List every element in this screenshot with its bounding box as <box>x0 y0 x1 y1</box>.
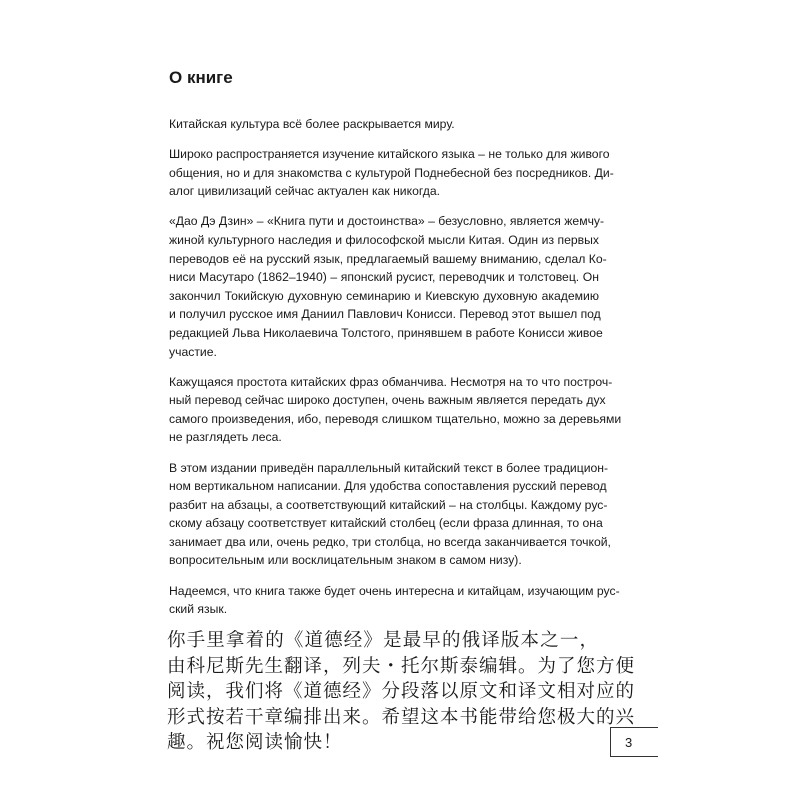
chinese-line: 你手里拿着的《道德经》是最早的俄译版本之一， <box>167 629 599 650</box>
paragraph <box>169 145 614 201</box>
text-line: скому абзацу соответствует китайский столбец (если фраза длинная, то она <box>169 516 603 531</box>
paragraph <box>169 459 611 571</box>
text-line: занимает два или, очень редко, три столбца, но всегда заканчивается точкой, <box>169 534 611 549</box>
text-line: и получил русское имя Даниил Павлович Конисси. Перевод этот вышел под <box>169 307 601 322</box>
chinese-text <box>167 627 636 755</box>
paragraph <box>169 373 622 447</box>
text-line: ном вертикальном написании. Для удобства сопоставления русский перевод <box>169 479 607 494</box>
text-line: разбит на абзацы, а соответствующий китайский – на столбцы. Каждому рус- <box>169 497 608 512</box>
text-line: Китайская культура всё более раскрывается миру. <box>169 117 455 131</box>
chinese-line: 由科尼斯先生翻译，列夫・托尔斯泰编辑。为了您方便 <box>167 654 636 676</box>
text-line: общения, но и для знакомства с культурой Поднебесной без посредников. Ди- <box>169 165 614 180</box>
text-line: ниси Масутаро (1862–1940) – японский русист, переводчик и толстовец. Он <box>169 270 599 285</box>
text-line: В этом издании приведён параллельный китайский текст в более традицион- <box>169 460 609 475</box>
text-line: переводов её на русский язык, предлагаемый вашему вниманию, сделал Ко- <box>169 251 607 266</box>
text-line: редакцией Льва Николаевича Толстого, принявшем в работе Конисси живое <box>169 325 603 340</box>
text-line: жиной культурного наследия и философской мысли Китая. Один из первых <box>169 232 599 247</box>
text-line: самого произведения, ибо, переводя слишком тщательно, можно за деревьями <box>169 411 622 426</box>
paragraph <box>169 582 620 619</box>
chinese-line: 趣。祝您阅读愉快！ <box>167 731 343 752</box>
text-line: участие. <box>169 344 217 359</box>
chinese-line: 阅读，我们将《道德经》分段落以原文和译文相对应的 <box>167 680 636 701</box>
page-title: О книге <box>169 68 233 87</box>
chinese-line: 形式按若干章编排出来。希望这本书能带给您极大的兴 <box>167 705 636 727</box>
page-number: 3 <box>610 727 658 757</box>
text-line: закончил Токийскую духовную семинарию и Киевскую духовную академию <box>169 288 599 303</box>
text-line: не разглядеть леса. <box>169 430 282 445</box>
paragraph <box>169 115 599 134</box>
paragraph <box>169 212 607 361</box>
text-line: «Дао Дэ Дзин» – «Книга пути и достоинства» – безусловно, является жемчу- <box>169 214 605 229</box>
text-line: Надеемся, что книга также будет очень интересна и китайцам, изучающим рус- <box>169 583 620 598</box>
text-line: ский язык. <box>169 602 228 617</box>
text-line: алог цивилизаций сейчас актуален как никогда. <box>169 184 441 199</box>
text-line: вопросительным или восклицательным знаком в самом низу). <box>169 553 522 568</box>
text-line: Широко распространяется изучение китайского языка – не только для живого <box>169 147 610 162</box>
text-line: ный перевод сейчас широко доступен, очень важным является передать дух <box>169 393 606 408</box>
text-line: Кажущаяся простота китайских фраз обманчива. Несмотря на то что построч- <box>169 374 613 389</box>
russian-text <box>169 115 622 630</box>
